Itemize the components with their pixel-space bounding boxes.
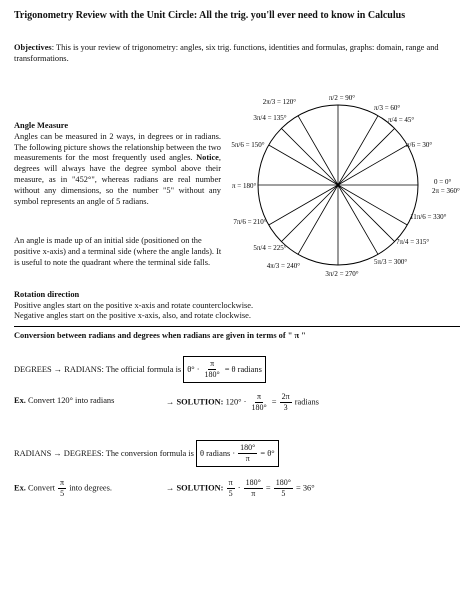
angle-definition: An angle is made up of an initial side (positioned on the positive x-axis) and a terminal side (where the angle lands). It is useful to note the quadrant where the terminal side falls. bbox=[14, 236, 222, 267]
angle-label-120: 2π/3 = 120° bbox=[262, 98, 296, 106]
angle-label-225: 5π/4 = 225° bbox=[253, 244, 287, 252]
angle-measure-heading: Angle Measure bbox=[14, 121, 69, 130]
angle-measure-section bbox=[14, 121, 221, 207]
solution-result: = 36° bbox=[296, 483, 315, 493]
deg-to-rad-row bbox=[14, 356, 266, 383]
angle-label-270: 3π/2 = 270° bbox=[325, 270, 359, 278]
example-1-text: Convert 120° into radians bbox=[27, 396, 115, 405]
rad-to-deg-formula bbox=[196, 440, 279, 467]
fraction-denominator: 5 bbox=[281, 489, 286, 498]
objectives-text: : This is your review of trigonometry: angles, six trig. functions, identities and formulas, graphs: domain, range and transformations. bbox=[14, 43, 439, 63]
solution-fraction-2 bbox=[244, 478, 263, 499]
equals-sign: = bbox=[265, 483, 271, 493]
example-2-solution bbox=[166, 478, 315, 499]
fraction-numerator: 180° bbox=[275, 478, 291, 487]
rad-to-deg-label: RADIANS → DEGREES: The conversion formula is bbox=[14, 449, 194, 458]
example-1-solution bbox=[166, 392, 319, 413]
fraction-numerator: π bbox=[228, 478, 233, 487]
spoke-225 bbox=[281, 185, 338, 242]
fraction-denominator: 180° bbox=[204, 370, 220, 379]
spoke-300 bbox=[338, 185, 378, 254]
fraction-denominator: 180° bbox=[251, 403, 267, 412]
example-2-pre: Convert bbox=[27, 483, 55, 493]
fraction-numerator: π bbox=[257, 392, 262, 401]
formula-lhs: θ° · bbox=[187, 365, 200, 374]
example-1-label: Ex. bbox=[14, 396, 26, 405]
angle-label-315: 7π/4 = 315° bbox=[396, 238, 430, 246]
rotation-line-1: Positive angles start on the positive x-axis and rotate counterclockwise. bbox=[14, 300, 254, 310]
fraction-denominator: 5 bbox=[60, 489, 65, 498]
solution-fraction-3 bbox=[274, 478, 293, 499]
solution-label: → SOLUTION: bbox=[166, 397, 224, 407]
notice-label: Notice bbox=[196, 153, 219, 163]
angle-label-180: π = 180° bbox=[232, 182, 257, 190]
fraction-numerator: 2π bbox=[281, 392, 290, 401]
angle-label-330: 11π/6 = 330° bbox=[410, 213, 447, 221]
conversion-title: Conversion between radians and degrees when radians are given in terms of " π " bbox=[14, 331, 306, 340]
fraction-denominator: 3 bbox=[283, 403, 288, 412]
rotation-section bbox=[14, 290, 434, 322]
section-divider bbox=[14, 326, 460, 327]
angle-measure-text-1: Angles can be measured in 2 ways, in degrees or in radians. The following picture shows the relationship between the two measurements for the most frequently used angles. bbox=[14, 131, 221, 163]
angle-label-90: π/2 = 90° bbox=[328, 94, 356, 102]
angle-label-300: 5π/3 = 300° bbox=[374, 258, 408, 266]
formula-lhs: θ radians · bbox=[199, 449, 236, 458]
fraction-numerator: π bbox=[210, 359, 215, 368]
fraction-numerator: 180° bbox=[245, 478, 261, 487]
spoke-135 bbox=[281, 128, 338, 185]
solution-term: 120° · bbox=[225, 397, 247, 407]
rotation-heading: Rotation direction bbox=[14, 290, 80, 299]
formula-fraction bbox=[203, 359, 222, 380]
example-2-label: Ex. bbox=[14, 483, 26, 493]
deg-to-rad-formula bbox=[183, 356, 266, 383]
angle-label-210: 7π/6 = 210° bbox=[233, 218, 267, 226]
spoke-60 bbox=[338, 116, 378, 185]
spoke-30 bbox=[338, 145, 407, 185]
fraction-denominator: π bbox=[245, 454, 250, 463]
example-2-post: into degrees. bbox=[69, 483, 112, 493]
angle-label-360: 2π = 360° bbox=[432, 187, 460, 195]
unit-circle-diagram bbox=[228, 92, 472, 282]
formula-rhs: = θ° bbox=[260, 449, 275, 458]
solution-unit: radians bbox=[294, 397, 319, 407]
page-title: Trigonometry Review with the Unit Circle: All the trig. you'll ever need to know in Calculus bbox=[14, 10, 406, 21]
fraction-numerator: 180° bbox=[240, 443, 256, 452]
angle-label-0: 0 = 0° bbox=[434, 178, 452, 186]
formula-rhs: = θ radians bbox=[224, 365, 262, 374]
equals-sign: = bbox=[271, 397, 277, 407]
rotation-line-2: Negative angles start on the positive x-axis, also, and rotate clockwise. bbox=[14, 311, 251, 320]
solution-fraction-2 bbox=[280, 392, 292, 413]
spoke-240 bbox=[298, 185, 338, 254]
spoke-315 bbox=[338, 185, 395, 242]
fraction-denominator: π bbox=[251, 489, 256, 498]
objectives-paragraph bbox=[14, 42, 459, 64]
angle-label-60: π/3 = 60° bbox=[374, 104, 401, 112]
objectives-label: Objectives bbox=[14, 43, 52, 52]
angle-measure-text-2: , degrees will always have the degree symbol above their measure, as in "452°", whereas radians are real number without any dimensions, so the number "5" without any symbol represents an angle of 5 radians. bbox=[14, 153, 221, 206]
spoke-45 bbox=[338, 128, 395, 185]
angle-label-240: 4π/3 = 240° bbox=[266, 262, 300, 270]
fraction-denominator: 5 bbox=[228, 489, 233, 498]
angle-label-150: 5π/6 = 150° bbox=[231, 141, 265, 149]
spoke-120 bbox=[298, 116, 338, 185]
angle-label-45: π/4 = 45° bbox=[388, 116, 415, 124]
rad-to-deg-row bbox=[14, 440, 279, 467]
solution-label: → SOLUTION: bbox=[166, 483, 224, 493]
formula-fraction bbox=[238, 443, 257, 464]
solution-fraction-1 bbox=[227, 478, 235, 499]
solution-fraction-1 bbox=[249, 392, 268, 413]
deg-to-rad-label: DEGREES → RADIANS: The official formula is bbox=[14, 365, 182, 374]
angle-label-135: 3π/4 = 135° bbox=[253, 114, 287, 122]
example-2-fraction bbox=[58, 478, 66, 499]
spoke-330 bbox=[338, 185, 407, 225]
example-2-row bbox=[14, 478, 112, 499]
angle-label-30: π/6 = 30° bbox=[406, 141, 433, 149]
spoke-150 bbox=[269, 145, 338, 185]
multiply-dot: · bbox=[237, 483, 241, 493]
fraction-numerator: π bbox=[60, 478, 65, 487]
spoke-210 bbox=[269, 185, 338, 225]
unit-circle bbox=[258, 105, 418, 265]
example-1-row bbox=[14, 396, 114, 405]
